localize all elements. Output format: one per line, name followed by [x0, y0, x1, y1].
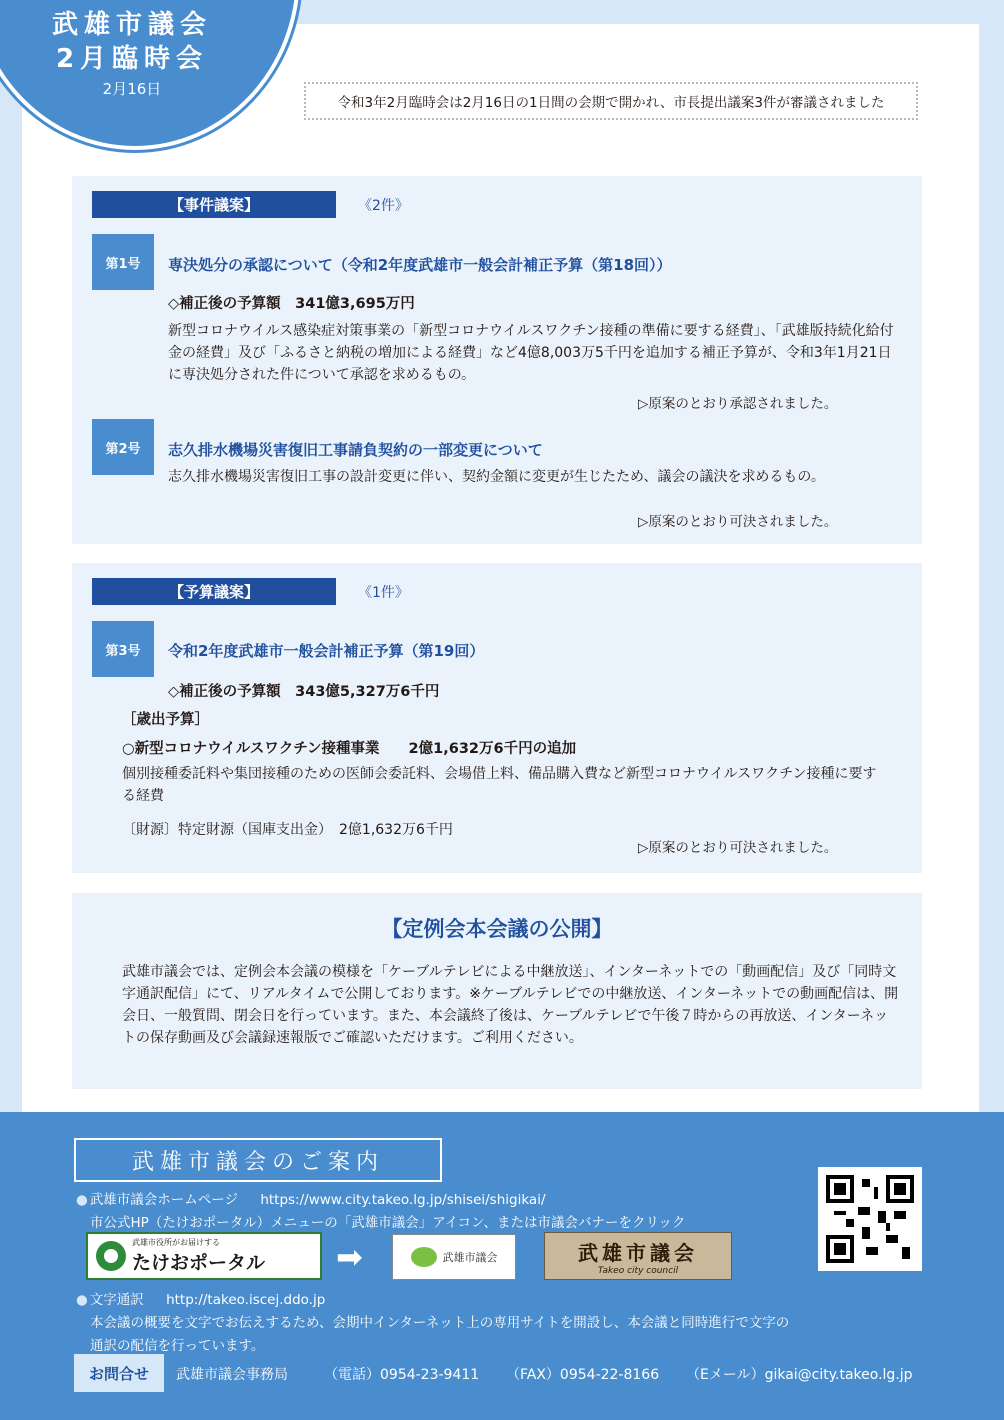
homepage-note: 市公式HP（たけおポータル）メニューの「武雄市議会」アイコン、または市議会バナーをクリック [90, 1215, 686, 1231]
bill-body-3: 個別接種委託料や集団接種のための医師会委託料、会場借上料、備品購入費など新型コロナウイルスワクチン接種に要する経費 [122, 766, 877, 804]
corner-title-block [22, 8, 242, 99]
small-banner-label: 武雄市議会 [442, 1251, 498, 1264]
homepage-line [76, 1188, 546, 1208]
council-banner[interactable] [544, 1232, 732, 1280]
caption-line [76, 1288, 325, 1308]
bill-number-1: 第1号 [92, 234, 154, 290]
portal-main: たけおポータル [132, 1252, 266, 1274]
expenditure-category: ［歳出予算］ [122, 712, 209, 728]
council-icon-banner[interactable] [392, 1234, 516, 1280]
case-bills-heading: 【事件議案】 [92, 191, 336, 218]
takeo-portal-banner[interactable] [86, 1232, 322, 1280]
case-bills-panel [72, 176, 922, 544]
homepage-label: 武雄市議会ホームページ [89, 1192, 239, 1208]
homepage-url[interactable]: https://www.city.takeo.lg.jp/shisei/shigikai/ [260, 1192, 546, 1208]
big-banner-label: 武雄市議会 [578, 1241, 698, 1265]
intro-box [304, 82, 918, 120]
portal-logo-icon [96, 1241, 126, 1271]
funding-source: 〔財源〕特定財源（国庫支出金） 2億1,632万6千円 [122, 822, 453, 838]
footer [0, 1112, 1004, 1420]
bill-title-3: 令和2年度武雄市一般会計補正予算（第19回） [168, 642, 485, 660]
arrow-right-icon: ➡ [336, 1238, 363, 1276]
bill-result-3: ▷原案のとおり可決されました。 [638, 840, 838, 856]
bullet-icon: ● [76, 1192, 88, 1208]
contact-label: お問合せ [74, 1354, 164, 1392]
intro-text: 令和3年2月臨時会は2月16日の1日間の会期で開かれ、市長提出議案3件が審議されました [337, 95, 885, 111]
caption-url[interactable]: http://takeo.iscej.ddo.jp [166, 1292, 326, 1308]
qr-code-graphic [826, 1175, 914, 1263]
budget-bills-heading: 【予算議案】 [92, 578, 336, 605]
caption-label: 文字通訳 [89, 1292, 144, 1308]
big-banner-sub: Takeo city council [597, 1266, 679, 1276]
bill-body-2: 志久排水機場災害復旧工事の設計変更に伴い、契約金額に変更が生じたため、議会の議決を求めるもの。 [168, 469, 825, 485]
case-bills-count: 《2件》 [358, 198, 409, 214]
contact-email[interactable]: （Eメール）gikai@city.takeo.lg.jp [686, 1367, 913, 1383]
publication-panel [72, 893, 922, 1089]
contact-office: 武雄市議会事務局 [176, 1367, 288, 1383]
bullet-icon: ● [76, 1292, 88, 1308]
bill-title-2: 志久排水機場災害復旧工事請負契約の一部変更について [168, 441, 543, 459]
bill-result-1: ▷原案のとおり承認されました。 [638, 396, 838, 412]
page-title-line1: 武雄市議会 [51, 10, 212, 40]
budget-bills-panel [72, 563, 922, 873]
caption-note-1: 本会議の概要を文字でお伝えするため、会期中インターネット上の専用サイトを開設し、本会議と同時進行で文字の [90, 1315, 790, 1331]
publication-body: 武雄市議会では、定例会本会議の模様を「ケーブルテレビによる中継放送」、インターネットでの「動画配信」及び「同時文字通訳配信」にて、リアルタイムで公開しております。※ケーブルテレビでの中継放送、インターネットでの動画配信は、開会日、一般質問、閉会日を行っています。また、本会議終了後は、ケーブルテレビで午後７時からの再放送、インターネットの保存動画及び会議録速報版でご確認いただけます。ご利用ください。 [122, 964, 899, 1046]
vaccine-project: ○新型コロナウイルスワクチン接種事業 2億1,632万6千円の追加 [122, 741, 577, 757]
bill-number-2: 第2号 [92, 419, 154, 475]
bill-result-2: ▷原案のとおり可決されました。 [638, 514, 838, 530]
budget-bills-count: 《1件》 [358, 585, 409, 601]
qr-code-icon[interactable] [818, 1167, 922, 1271]
bill-budget-3: ◇補正後の予算額 343億5,327万6千円 [168, 684, 440, 700]
contact-fax: （FAX）0954-22-8166 [506, 1367, 660, 1383]
session-date: 2月16日 [102, 80, 162, 98]
bill-title-1: 専決処分の承認について（令和2年度武雄市一般会計補正予算（第18回）） [168, 256, 672, 274]
guide-title: 武雄市議会のご案内 [74, 1138, 442, 1182]
bill-body-1: 新型コロナウイルス感染症対策事業の「新型コロナウイルスワクチン接種の準備に要する経費」、「武雄版持続化給付金の経費」及び「ふるさと納税の増加による経費」など4億8,003万5千円を追加する補正予算が、令和3年1月21日に専決処分された件について承認を求めるもの。 [168, 323, 894, 383]
bill-number-3: 第3号 [92, 621, 154, 677]
page-title-line2: 2月臨時会 [55, 44, 209, 74]
council-logo-icon [411, 1247, 437, 1267]
publication-title: 【定例会本会議の公開】 [381, 917, 613, 941]
portal-sub: 武雄市役所がお届けする [132, 1238, 220, 1247]
bill-budget-1: ◇補正後の予算額 341億3,695万円 [168, 296, 415, 312]
caption-note-2: 通訳の配信を行っています。 [90, 1338, 265, 1354]
contact-phone: （電話）0954-23-9411 [324, 1367, 480, 1383]
